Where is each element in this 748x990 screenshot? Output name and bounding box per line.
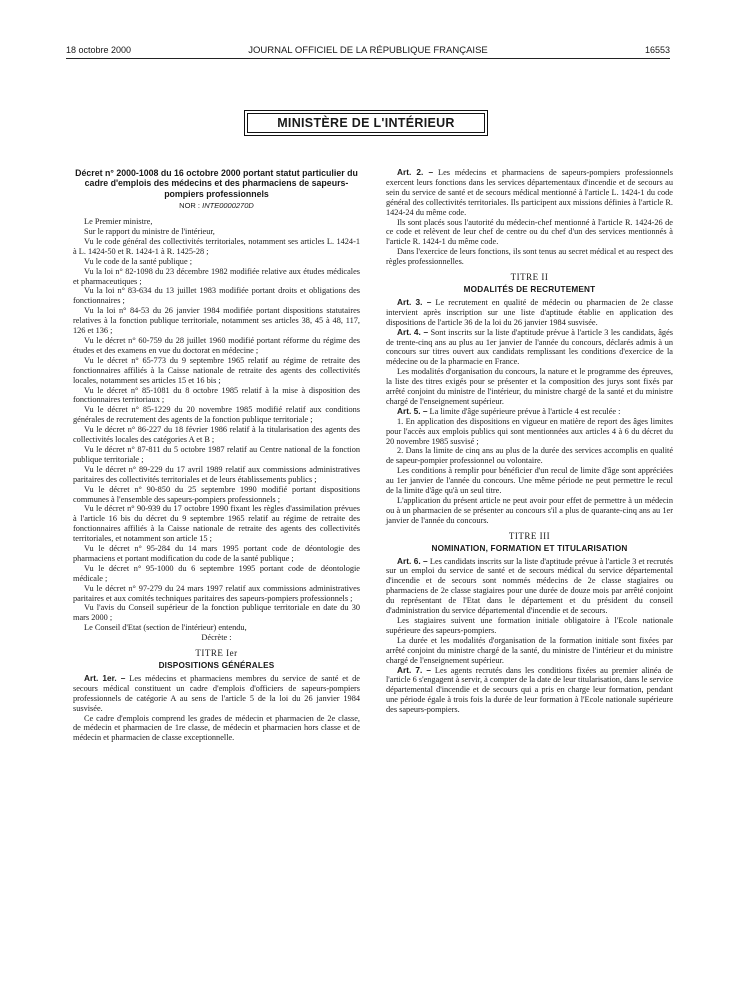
visa-paragraph: Vu le décret n° 85-1081 du 8 octobre 1985 relatif à la mise à disposition des fonctionnaires territoriaux ;	[73, 385, 360, 405]
visa-paragraph: Vu le décret n° 65-773 du 9 septembre 1965 relatif au régime de retraite des fonctionnaires affiliés à la Caisse nationale de retraite des agents des collectivités locales, notamment ses articles 15 et 16 bis ;	[73, 355, 360, 385]
nor-label: NOR :	[179, 201, 201, 211]
left-column	[73, 168, 360, 743]
nor-reference	[73, 201, 360, 211]
titre-1-label: TITRE Ier	[195, 648, 238, 659]
article-5	[386, 407, 673, 417]
visa-paragraph: Vu le décret n° 85-1229 du 20 novembre 1985 modifié relatif aux conditions générales de recrutement des agents de la fonction publique territoriale ;	[73, 405, 360, 425]
decree-title: Décret n° 2000-1008 du 16 octobre 2000 portant statut particulier du cadre d'emplois des médecins et des pharmaciens de sapeurs-pompiers professionnels	[75, 168, 358, 199]
visa-paragraph: Vu le décret n° 86-227 du 18 février 1986 relatif à la titularisation des agents des collectivités locales des catégories A et B ;	[73, 425, 360, 445]
visas-list	[73, 217, 360, 633]
titre-1-name: DISPOSITIONS GÉNÉRALES	[158, 661, 275, 670]
visa-paragraph: Sur le rapport du ministre de l'intérieur,	[84, 227, 215, 237]
article-5-para-4: Les conditions à remplir pour bénéficier d'un recul de limite d'âge sont appréciées au 1er janvier de l'année du concours. Une même période ne peut permettre le recul de la limite d'âge qu'à un seul titre.	[386, 466, 673, 496]
article-7-text: Les agents recrutés dans les conditions fixées au premier alinéa de l'article 6 s'engagent à servir, à compter de la date de leur titularisation, dans le service départemental d'incendie et de secours qui a pris en charge leur formation, pendant une période égale à trois fois la durée de leur formation à l'Ecole nationale supérieure des sapeurs-pompiers.	[386, 665, 673, 715]
journal-title: JOURNAL OFFICIEL DE LA RÉPUBLIQUE FRANÇAISE	[248, 45, 488, 56]
visa-paragraph: Vu le décret n° 87-811 du 5 octobre 1987 relatif au Centre national de la fonction publique territoriale ;	[73, 444, 360, 464]
article-1-para-2: Ce cadre d'emplois comprend les grades de médecin et pharmacien de 2e classe, de médecin et pharmacien de 1re classe, de médecin et pharmacien hors classe et de médecin et pharmacien de classe exceptionnelle.	[73, 713, 360, 743]
article-1-label: Art. 1er. –	[84, 672, 126, 683]
visa-paragraph: Vu le décret n° 97-279 du 24 mars 1997 relatif aux commissions administratives paritaires et aux comités techniques paritaires des sapeurs-pompiers professionnels ;	[73, 583, 360, 603]
article-2	[386, 168, 673, 218]
article-6-label: Art. 6. –	[397, 555, 428, 566]
visa-paragraph: Vu le décret n° 60-759 du 28 juillet 1960 modifié portant réforme du régime des études et des examens en vue du doctorat en médecine ;	[73, 336, 360, 355]
visa-paragraph: Vu le décret n° 89-229 du 17 avril 1989 relatif aux commissions administratives paritaires des collectivités territoriales et de leurs établissements publics ;	[73, 464, 360, 484]
article-4	[386, 328, 673, 368]
page-header	[66, 45, 670, 59]
visa-paragraph: Vu le code général des collectivités territoriales, notamment ses articles L. 1424-1 à L. 1424-50 et R. 1424-1 à R. 1425-28 ;	[73, 236, 360, 256]
article-5-text: La limite d'âge supérieure prévue à l'article 4 est reculée :	[427, 406, 621, 416]
article-5-label: Art. 5. –	[397, 405, 428, 416]
titre-2-label: TITRE II	[510, 272, 549, 283]
article-2-text: Les médecins et pharmaciens de sapeurs-pompiers professionnels exercent leurs fonctions dans les services départementaux d'incendie et de secours au sein du service de santé et de secours médical mentionné à l'article L. 1424-1 du code général des collectivités territoriales. Ils participent aux missions définies à l'article R. 1424-24 du même code.	[386, 168, 673, 217]
titre-2-name: MODALITÉS DE RECRUTEMENT	[463, 284, 596, 294]
article-7-label: Art. 7. –	[397, 664, 432, 675]
ministry-title: MINISTÈRE DE L'INTÉRIEUR	[247, 113, 485, 133]
article-2-para-2: Ils sont placés sous l'autorité du médecin-chef mentionné à l'article R. 1424-26 de ce code et relèvent de leur chef de centre ou du chef d'un des services mentionnés à l'article R. 1424-1 du même code.	[386, 217, 673, 247]
article-6-para-3: La durée et les modalités d'organisation de la formation initiale sont fixées par arrêté conjoint du ministre chargé de la santé, du ministre de l'intérieur et du ministre chargé de l'enseignement supérieur.	[386, 635, 673, 665]
decrete: Décrète :	[201, 633, 232, 643]
article-1	[73, 674, 360, 714]
article-7	[386, 666, 673, 716]
visa-paragraph: Vu le code de la santé publique ;	[84, 256, 193, 266]
article-2-label: Art. 2. –	[397, 167, 434, 177]
visa-paragraph: Vu le décret n° 90-850 du 25 septembre 1990 modifié portant dispositions communes à l'ensemble des sapeurs-pompiers professionnels ;	[73, 484, 360, 504]
ministry-box	[244, 110, 488, 136]
visa-paragraph: Vu la loi n° 83-634 du 13 juillet 1983 modifiée portant droits et obligations des fonctionnaires ;	[73, 286, 360, 306]
visa-paragraph: Vu la loi n° 84-53 du 26 janvier 1984 modifiée portant dispositions statutaires relatives à la fonction publique territoriale, notamment ses articles 38, 45 à 48, 117, 126 et 136 ;	[73, 306, 360, 336]
article-3	[386, 298, 673, 328]
header-date: 18 octobre 2000	[66, 45, 132, 55]
header-rule	[66, 58, 670, 59]
article-5-para-3: 2. Dans la limite de cinq ans au plus de la durée des services accomplis en qualité de sapeur-pompier professionnel ou volontaire.	[386, 446, 673, 466]
visa-paragraph: Vu la loi n° 82-1098 du 23 décembre 1982 modifiée relative aux études médicales et pharmaceutiques ;	[73, 266, 360, 286]
right-column	[386, 168, 673, 715]
article-3-text: Le recrutement en qualité de médecin ou pharmacien de 2e classe intervient après inscription sur une liste d'aptitude établie en application des dispositions de l'article 36 de la loi du 26 janvier 1984 susvisée.	[386, 297, 673, 327]
nor-code: INTE0000270D	[202, 201, 254, 211]
visa-paragraph: Vu l'avis du Conseil supérieur de la fonction publique territoriale en date du 30 mars 2000 ;	[73, 603, 360, 623]
titre-3-name: NOMINATION, FORMATION ET TITULARISATION	[431, 543, 628, 553]
article-4-label: Art. 4. –	[397, 326, 429, 337]
article-6	[386, 557, 673, 616]
visa-paragraph: Vu le décret n° 95-1000 du 6 septembre 1995 portant code de déontologie médicale ;	[73, 563, 360, 583]
visa-paragraph: Le Conseil d'Etat (section de l'intérieur) entendu,	[84, 623, 247, 633]
titre-3-label: TITRE III	[508, 530, 551, 541]
article-3-label: Art. 3. –	[397, 296, 432, 307]
article-6-para-2: Les stagiaires suivent une formation initiale obligatoire à l'Ecole nationale supérieure des sapeurs-pompiers.	[386, 615, 673, 635]
article-4-para-2: Les modalités d'organisation du concours, la nature et le programme des épreuves, la liste des titres exigés pour se présenter et la composition des jurys sont fixés par arrêté conjoint du ministre de l'intérieur, du ministre chargé de la santé et du ministre chargé de l'enseignement supérieur.	[386, 367, 673, 406]
article-5-para-2: 1. En application des dispositions en vigueur en matière de report des âges limites pour l'accès aux emplois publics qui sont mentionnées aux articles 4 à 6 du décret du 20 novembre 1985 susvisé ;	[386, 416, 673, 446]
page-number: 16553	[644, 45, 670, 55]
article-2-para-3: Dans l'exercice de leurs fonctions, ils sont tenus au secret médical et au respect des règles professionnelles.	[386, 247, 673, 267]
visa-paragraph: Le Premier ministre,	[84, 217, 153, 227]
visa-paragraph: Vu le décret n° 90-939 du 17 octobre 1990 fixant les règles d'assimilation prévues à l'article 16 bis du décret du 9 septembre 1965 relatif au régime de retraite des fonctionnaires affiliés à la Caisse nationale de retraite des agents des collectivités territoriales, et notamment son article 15 ;	[73, 504, 360, 544]
article-4-text: Sont inscrits sur la liste d'aptitude prévue à l'article 3 les candidats, âgés de trente-cinq ans au plus au 1er janvier de l'année du concours, déclarés admis à un concours sur titres ouvert aux candidats remplissant les conditions d'exercice de la médecine ou de la pharmacie en France.	[386, 327, 673, 367]
article-6-text: Les candidats inscrits sur la liste d'aptitude prévue à l'article 3 et recrutés sur un emploi du service de santé et de secours médical du service départemental d'incendie et de secours sont nommés médecins de 2e classe stagiaires ou pharmaciens de 2e classe stagiaires pour une durée de douze mois par arrêté conjoint du représentant de l'Etat dans le département et du président du conseil d'administration du service départemental d'incendie et de secours.	[386, 556, 673, 616]
article-1-text: Les médecins et pharmaciens membres du service de santé et de secours médical constituent un cadre d'emplois d'officiers de sapeurs-pompiers professionnels de catégorie A au sens de l'article 5 de la loi du 26 janvier 1984 susvisée.	[73, 673, 360, 713]
article-5-para-5: L'application du présent article ne peut avoir pour effet de permettre à un médecin ou à un pharmacien de se présenter au concours s'il a plus de quarante-cinq ans au 1er janvier de l'année du concours.	[386, 496, 673, 525]
visa-paragraph: Vu le décret n° 95-284 du 14 mars 1995 portant code de déontologie des pharmaciens et portant modification du code de la santé publique ;	[73, 544, 360, 563]
